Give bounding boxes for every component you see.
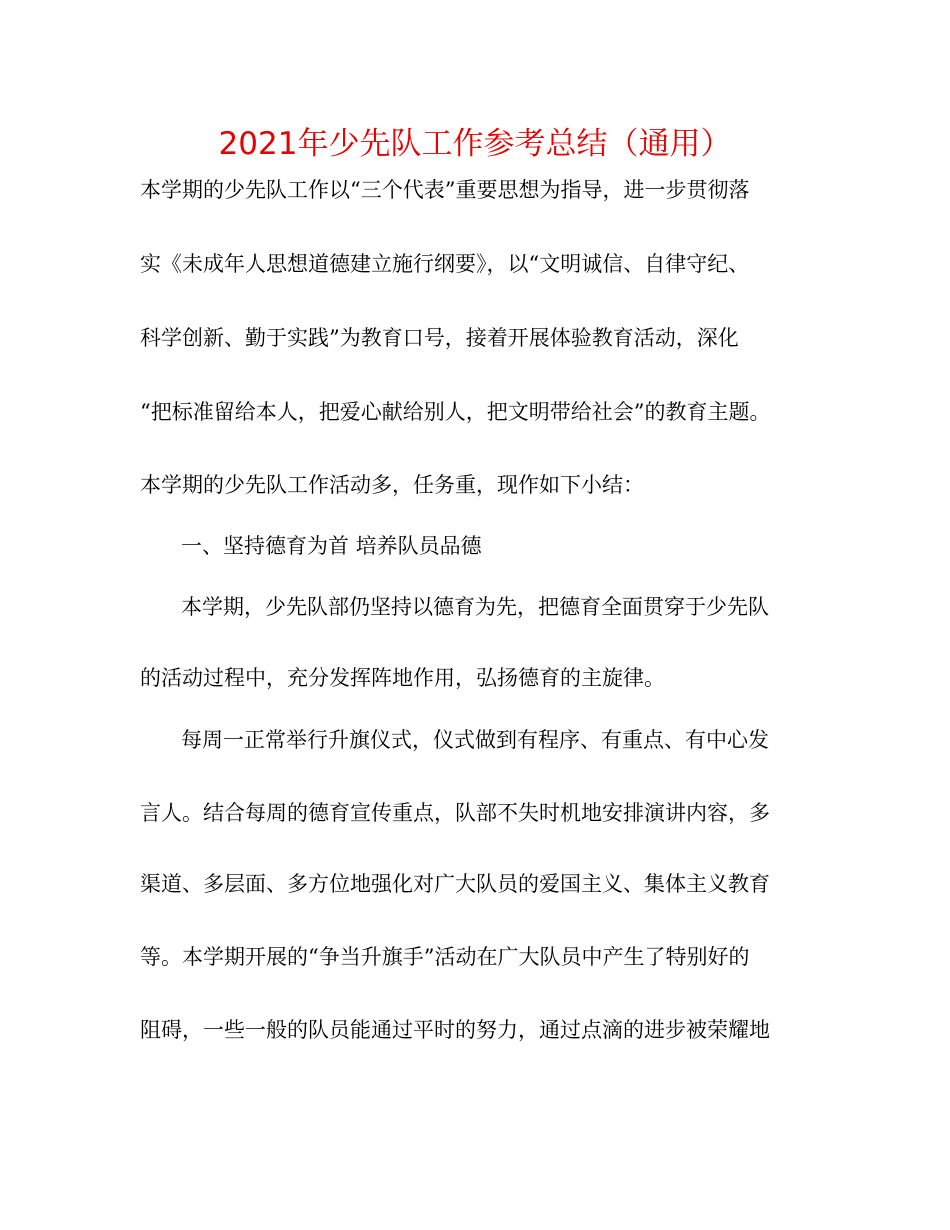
paragraph-line: 本学期，少先队部仍坚持以德育为先，把德育全面贯穿于少先队 bbox=[181, 595, 769, 619]
paragraph-line: 等。本学期开展的“争当升旗手”活动在广大队员中产生了特别好的 bbox=[140, 945, 750, 969]
paragraph-line: 渠道、多层面、多方位地强化对广大队员的爱国主义、集体主义教育 bbox=[140, 872, 770, 896]
paragraph-line: 的活动过程中，充分发挥阵地作用，弘扬德育的主旋律。 bbox=[140, 666, 665, 690]
paragraph-line: 言人。结合每周的德育宣传重点，队部不失时机地安排演讲内容，多 bbox=[140, 801, 770, 825]
paragraph-line: 每周一正常举行升旗仪式，仪式做到有程序、有重点、有中心发 bbox=[181, 728, 769, 752]
paragraph-line: 本学期的少先队工作活动多，任务重，现作如下小结： bbox=[140, 473, 644, 497]
paragraph-line: 本学期的少先队工作以“三个代表”重要思想为指导，进一步贯彻落 bbox=[140, 178, 750, 202]
paragraph-line: “把标准留给本人，把爱心献给别人，把文明带给社会”的教育主题。 bbox=[140, 400, 771, 424]
section-heading: 一、坚持德育为首 培养队员品德 bbox=[181, 534, 482, 558]
document-title: 2021年少先队工作参考总结（通用） bbox=[218, 126, 732, 162]
paragraph-line: 科学创新、勤于实践”为教育口号，接着开展体验教育活动，深化 bbox=[140, 326, 739, 350]
paragraph-line: 阻碍，一些一般的队员能通过平时的努力，通过点滴的进步被荣耀地 bbox=[140, 1018, 770, 1042]
paragraph-line: 实《未成年人思想道德建立施行纲要》，以“文明诚信、自律守纪、 bbox=[140, 252, 750, 276]
